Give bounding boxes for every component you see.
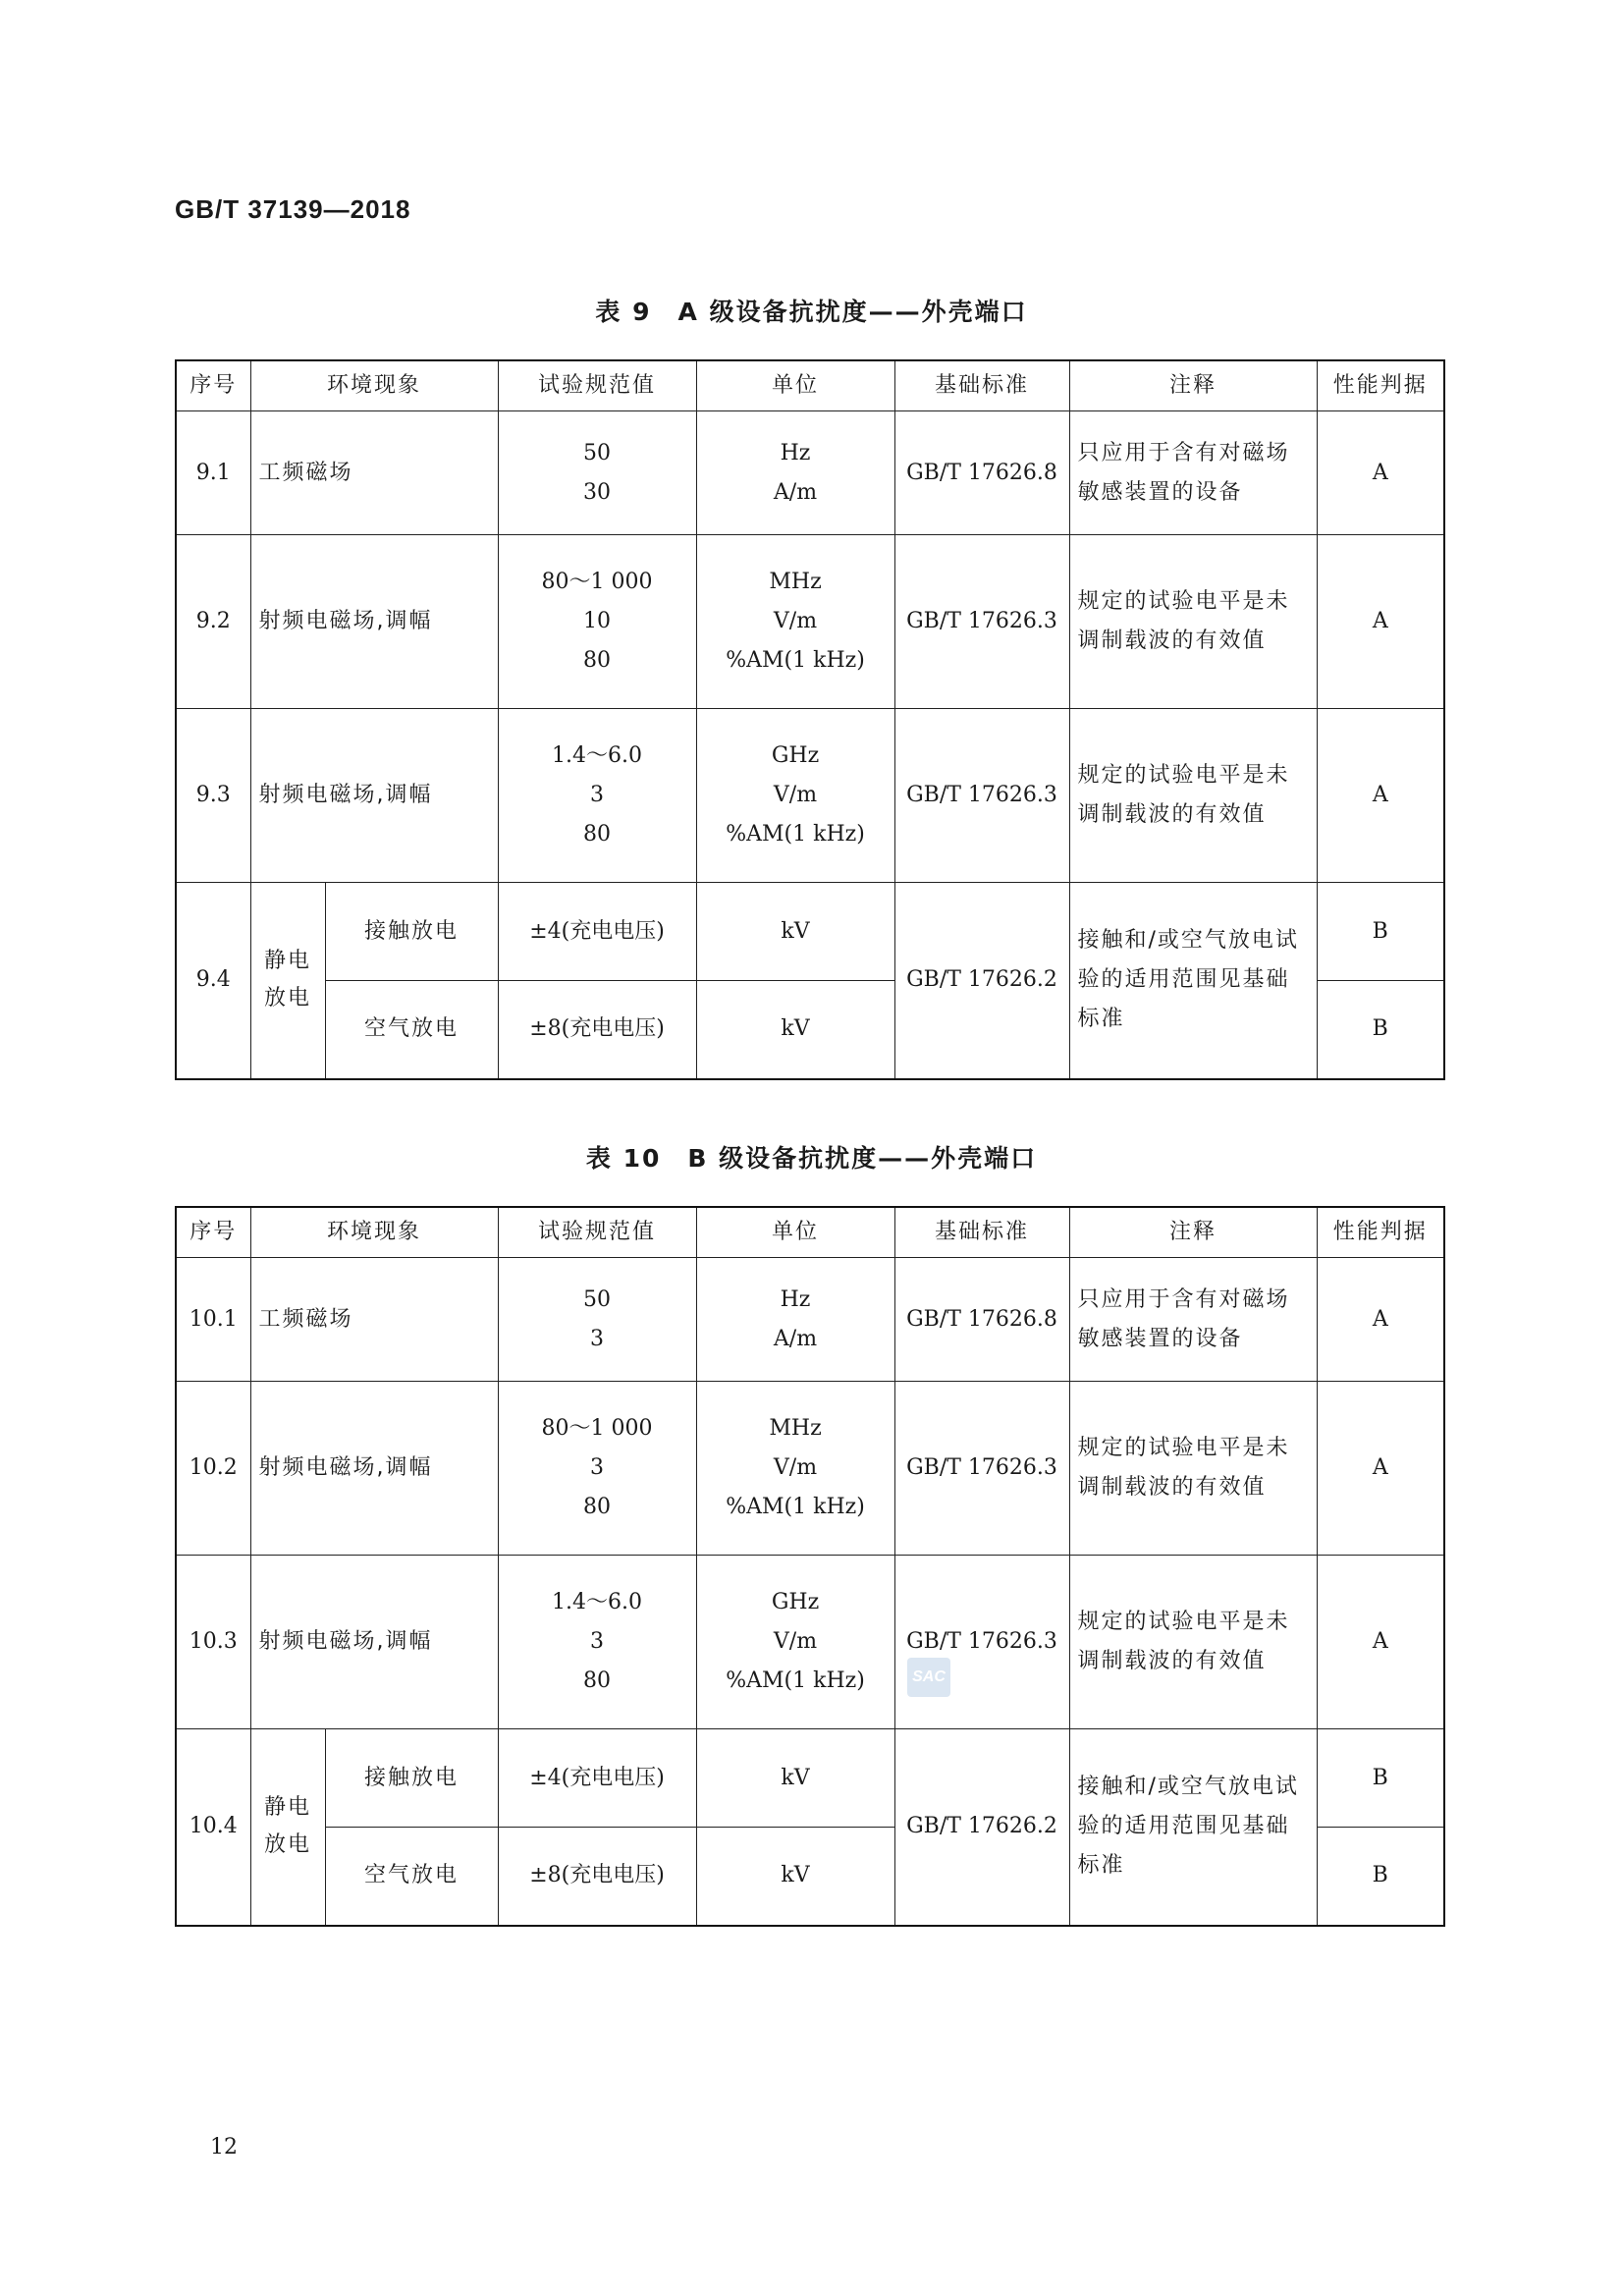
esd-sub-name: 接触放电 — [325, 1729, 498, 1828]
table-row — [176, 1556, 1444, 1729]
esd-sub-unit: kV — [696, 883, 894, 981]
col-header-unit: 单位 — [696, 1207, 894, 1258]
value-line: 80～1 000 — [541, 570, 653, 594]
table-row — [176, 535, 1444, 709]
row-criterion: B — [1317, 1729, 1444, 1828]
row-note: 规定的试验电平是未调制载波的有效值 — [1069, 1382, 1317, 1556]
row-note: 接触和/或空气放电试验的适用范围见基础标准 — [1069, 1729, 1317, 1926]
esd-group-label: 静电放电 — [250, 883, 325, 1079]
col-header-values: 试验规范值 — [498, 360, 696, 411]
unit-line: V/m — [773, 1629, 818, 1654]
table-row — [176, 1258, 1444, 1382]
unit-line: A/m — [773, 479, 818, 505]
value-line: 50 — [583, 440, 612, 465]
row-criterion: B — [1317, 1828, 1444, 1926]
value-line: 80 — [583, 1495, 612, 1519]
row-standard: GB/T 17626.8 — [894, 411, 1069, 535]
standard-code: GB/T 37139—2018 — [175, 194, 411, 224]
col-header-standard: 基础标准 — [894, 360, 1069, 411]
row-values — [498, 535, 696, 709]
unit-line: Hz — [780, 440, 811, 465]
unit-line: %AM(1 kHz) — [726, 822, 865, 847]
row-criterion: A — [1317, 1382, 1444, 1556]
row-units — [696, 709, 894, 883]
row-phenomenon: 射频电磁场,调幅 — [250, 1382, 498, 1556]
page-number: 12 — [210, 2135, 238, 2159]
value-line: 10 — [583, 609, 612, 633]
col-header-phenomenon: 环境现象 — [250, 1207, 498, 1258]
table-10-caption: 表 10 B 级设备抗扰度——外壳端口 — [585, 1144, 1038, 1173]
row-values — [498, 1258, 696, 1382]
row-no: 10.1 — [176, 1258, 250, 1382]
value-line: 3 — [590, 1326, 605, 1351]
row-no: 10.3 — [176, 1556, 250, 1729]
row-criterion: B — [1317, 981, 1444, 1079]
row-standard: GB/T 17626.3 — [894, 1556, 1069, 1729]
row-standard: GB/T 17626.3 — [894, 1382, 1069, 1556]
value-line: 80 — [583, 648, 612, 673]
row-no: 9.2 — [176, 535, 250, 709]
row-standard: GB/T 17626.2 — [894, 1729, 1069, 1926]
unit-line: A/m — [773, 1326, 818, 1351]
esd-sub-unit: kV — [696, 1828, 894, 1926]
unit-line: V/m — [773, 1455, 818, 1480]
row-phenomenon: 工频磁场 — [250, 1258, 498, 1382]
row-phenomenon: 射频电磁场,调幅 — [250, 1556, 498, 1729]
table-header-row — [176, 360, 1444, 411]
table-row — [176, 411, 1444, 535]
unit-line: %AM(1 kHz) — [726, 648, 865, 673]
row-values — [498, 709, 696, 883]
value-line: 80 — [583, 1668, 612, 1693]
row-note: 规定的试验电平是未调制载波的有效值 — [1069, 709, 1317, 883]
row-no: 9.1 — [176, 411, 250, 535]
unit-line: MHz — [769, 570, 822, 594]
col-header-phenomenon: 环境现象 — [250, 360, 498, 411]
unit-line: V/m — [773, 609, 818, 633]
table-row — [176, 1382, 1444, 1556]
row-values — [498, 1382, 696, 1556]
value-line: 80 — [583, 822, 612, 847]
unit-line: Hz — [780, 1286, 811, 1312]
row-values — [498, 1556, 696, 1729]
row-criterion: A — [1317, 709, 1444, 883]
esd-sub-name: 空气放电 — [325, 981, 498, 1079]
value-line: 50 — [583, 1286, 612, 1312]
esd-sub-value: ±4(充电电压) — [498, 1729, 696, 1828]
sac-watermark-logo: SAC — [907, 1658, 950, 1697]
row-no: 10.2 — [176, 1382, 250, 1556]
value-line: 3 — [590, 1455, 605, 1480]
value-line: 1.4～6.0 — [552, 1590, 642, 1614]
value-line: 3 — [590, 1629, 605, 1654]
col-header-values: 试验规范值 — [498, 1207, 696, 1258]
table-row-esd-contact — [176, 1729, 1444, 1828]
row-phenomenon: 工频磁场 — [250, 411, 498, 535]
row-note: 接触和/或空气放电试验的适用范围见基础标准 — [1069, 883, 1317, 1079]
row-standard: GB/T 17626.3 — [894, 535, 1069, 709]
row-phenomenon: 射频电磁场,调幅 — [250, 535, 498, 709]
value-line: 3 — [590, 783, 605, 807]
unit-line: GHz — [771, 743, 820, 768]
row-standard: GB/T 17626.2 — [894, 883, 1069, 1079]
unit-line: GHz — [771, 1590, 820, 1614]
esd-group-label: 静电放电 — [250, 1729, 325, 1926]
esd-sub-value: ±8(充电电压) — [498, 981, 696, 1079]
row-criterion: B — [1317, 883, 1444, 981]
table-row — [176, 709, 1444, 883]
row-units — [696, 1258, 894, 1382]
table-header-row — [176, 1207, 1444, 1258]
row-note: 只应用于含有对磁场敏感装置的设备 — [1069, 411, 1317, 535]
unit-line: %AM(1 kHz) — [726, 1668, 865, 1693]
unit-line: V/m — [773, 783, 818, 807]
row-note: 规定的试验电平是未调制载波的有效值 — [1069, 535, 1317, 709]
row-units — [696, 535, 894, 709]
row-values — [498, 411, 696, 535]
row-criterion: A — [1317, 1556, 1444, 1729]
col-header-criterion: 性能判据 — [1317, 360, 1444, 411]
esd-sub-unit: kV — [696, 1729, 894, 1828]
table-row-esd-contact — [176, 883, 1444, 981]
col-header-no: 序号 — [176, 1207, 250, 1258]
row-phenomenon: 射频电磁场,调幅 — [250, 709, 498, 883]
row-units — [696, 1382, 894, 1556]
row-note: 只应用于含有对磁场敏感装置的设备 — [1069, 1258, 1317, 1382]
row-criterion: A — [1317, 411, 1444, 535]
row-no: 9.3 — [176, 709, 250, 883]
row-units — [696, 1556, 894, 1729]
col-header-standard: 基础标准 — [894, 1207, 1069, 1258]
row-criterion: A — [1317, 1258, 1444, 1382]
esd-sub-unit: kV — [696, 981, 894, 1079]
col-header-no: 序号 — [176, 360, 250, 411]
row-standard: GB/T 17626.3 — [894, 709, 1069, 883]
unit-line: MHz — [769, 1416, 822, 1441]
row-no: 10.4 — [176, 1729, 250, 1926]
unit-line: %AM(1 kHz) — [726, 1495, 865, 1519]
table-9 — [175, 359, 1445, 1080]
value-line: 1.4～6.0 — [552, 743, 642, 768]
col-header-note: 注释 — [1069, 1207, 1317, 1258]
esd-sub-value: ±4(充电电压) — [498, 883, 696, 981]
esd-sub-value: ±8(充电电压) — [498, 1828, 696, 1926]
value-line: 80～1 000 — [541, 1416, 653, 1441]
table-9-caption: 表 9 A 级设备抗扰度——外壳端口 — [595, 298, 1028, 326]
esd-sub-name: 空气放电 — [325, 1828, 498, 1926]
table-10 — [175, 1206, 1445, 1927]
row-note: 规定的试验电平是未调制载波的有效值 — [1069, 1556, 1317, 1729]
row-units — [696, 411, 894, 535]
row-no: 9.4 — [176, 883, 250, 1079]
col-header-note: 注释 — [1069, 360, 1317, 411]
row-standard: GB/T 17626.8 — [894, 1258, 1069, 1382]
esd-sub-name: 接触放电 — [325, 883, 498, 981]
value-line: 30 — [583, 479, 612, 505]
row-criterion: A — [1317, 535, 1444, 709]
col-header-criterion: 性能判据 — [1317, 1207, 1444, 1258]
col-header-unit: 单位 — [696, 360, 894, 411]
